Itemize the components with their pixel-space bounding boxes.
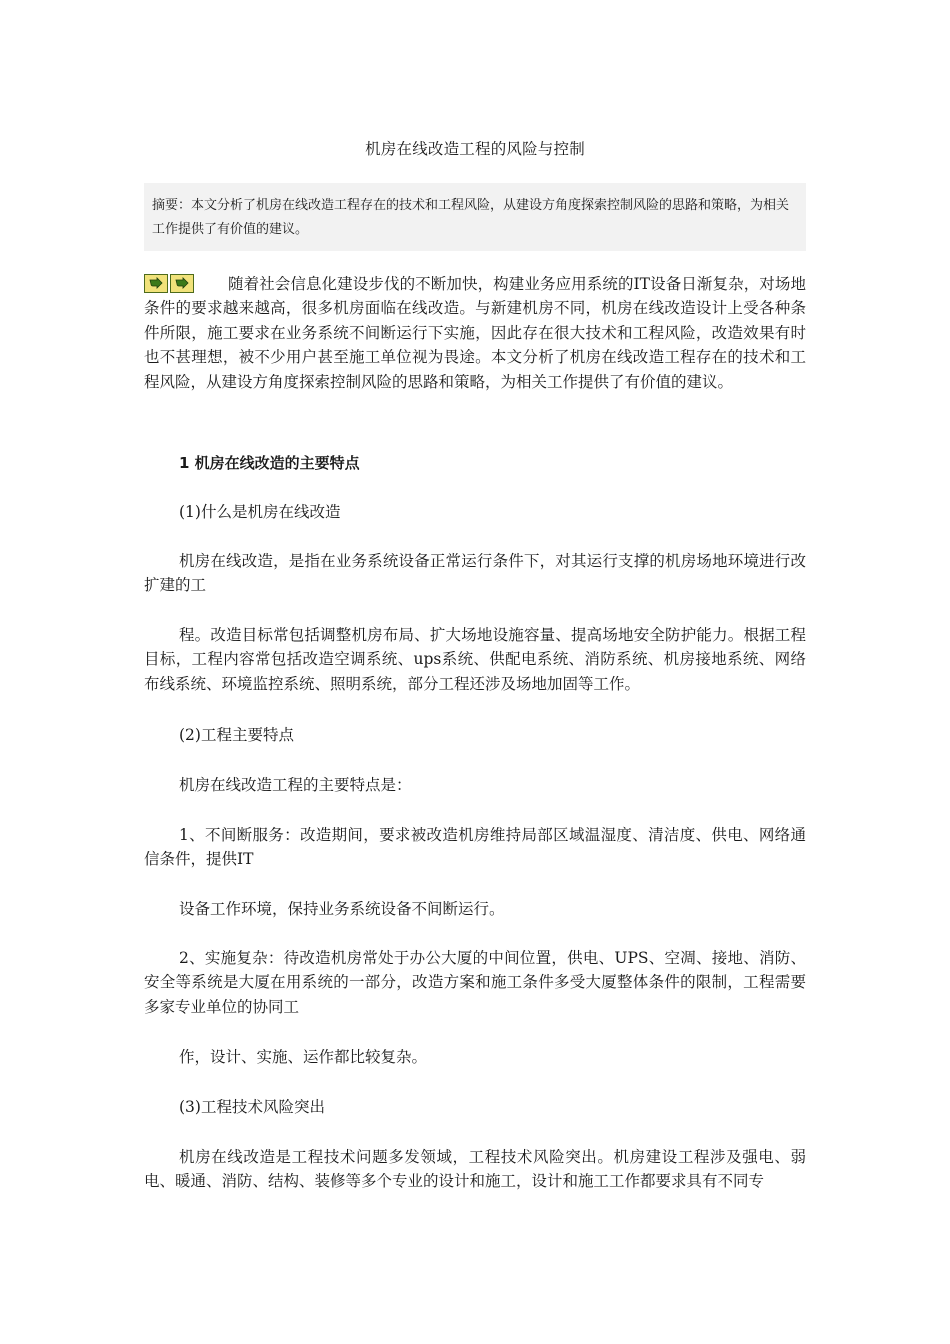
body-paragraph: 1、不间断服务：改造期间，要求被改造机房维持局部区域温湿度、清洁度、供电、网络通信条件，提供IT (144, 826, 806, 869)
body-paragraph: 机房在线改造是工程技术问题多发领域，工程技术风险突出。机房建设工程涉及强电、弱电、暖通、消防、结构、装修等多个专业的设计和施工，设计和施工工作都要求具有不同专 (144, 1148, 806, 1191)
body-paragraph: 机房在线改造工程的主要特点是： (179, 776, 412, 794)
document-title: 机房在线改造工程的风险与控制 (365, 140, 585, 158)
body-paragraph: 作，设计、实施、运作都比较复杂。 (179, 1048, 428, 1066)
section-heading: 1 机房在线改造的主要特点 (179, 454, 360, 472)
body-paragraph: 2、实施复杂：待改造机房常处于办公大厦的中间位置，供电、UPS、空凋、接地、消防、安全等系统是大厦在用系统的一部分，改造方案和施工条件多受大厦整体条件的限制，工程需要多家专业单位的协同工 (144, 949, 806, 1016)
subsection-heading: (3)工程技术风险突出 (179, 1098, 325, 1116)
body-paragraph: 设备工作环境，保持业务系统设备不间断运行。 (179, 900, 505, 918)
body-paragraph: 机房在线改造，是指在业务系统设备正常运行条件下，对其运行支撑的机房场地环境进行改扩建的工 (144, 552, 806, 595)
abstract-box: 摘要：本文分析了机房在线改造工程存在的技术和工程风险，从建设方角度探索控制风险的思路和策略，为相关工作提供了有价值的建议。 (144, 183, 806, 251)
subsection-heading: (1)什么是机房在线改造 (179, 503, 341, 521)
subsection-heading: (2)工程主要特点 (179, 726, 294, 744)
intro-paragraph: 随着社会信息化建设步伐的不断加快，构建业务应用系统的IT设备日渐复杂，对场地条件的要求越来越高，很多机房面临在线改造。与新建机房不同，机房在线改造设计上受各种条件所限，施工要求在业务系统不间断运行下实施，因此存在很大技术和工程风险，改造效果有时也不甚理想，被不少用户甚至施工单位视为畏途。本文分析了机房在线改造工程存在的技术和工程风险，从建设方角度探索控制风险的思路和策略，为相关工作提供了有价值的建议。 (144, 275, 806, 391)
body-paragraph: 程。改造目标常包括调整机房布局、扩大场地设施容量、提高场地安全防护能力。根据工程目标，工程内容常包括改造空调系统、ups系统、供配电系统、消防系统、机房接地系统、网络布线系统、环境监控系统、照明系统，部分工程还涉及场地加固等工作。 (144, 626, 806, 693)
